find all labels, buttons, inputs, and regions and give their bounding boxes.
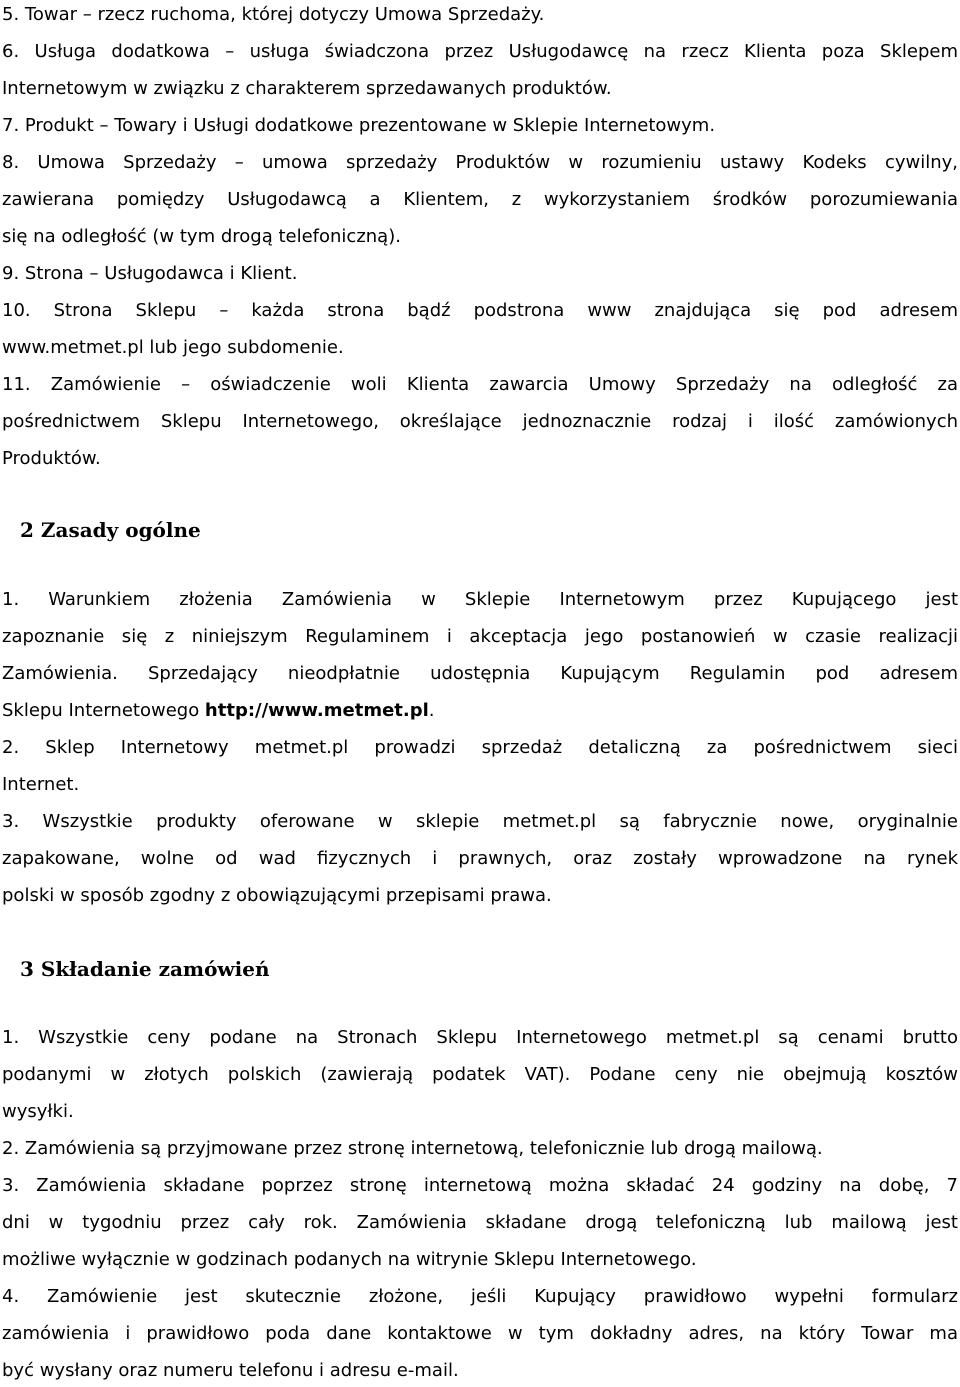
rule-3-1-line-3: wysyłki. [2, 1101, 74, 1122]
definition-6-line-1: 6. Usługa dodatkowa – usługa świadczona przez Usługodawcę na rzecz Klienta poza Sklepem [2, 41, 958, 62]
definition-10-line-2: www.metmet.pl lub jego subdomenie. [2, 337, 344, 358]
definition-9: 9. Strona – Usługodawca i Klient. [2, 263, 298, 284]
rule-2-1-period: . [428, 700, 435, 721]
definition-8-line-2: zawierana pomiędzy Usługodawcą a Klientem, z wykorzystaniem środków porozumiewania [2, 189, 958, 210]
rule-3-4-line-3: być wysłany oraz numeru telefonu i adresu e-mail. [2, 1360, 459, 1381]
rule-2-3-line-3: polski w sposób zgodny z obowiązującymi przepisami prawa. [2, 885, 552, 906]
rule-3-3-line-1: 3. Zamówienia składane poprzez stronę internetową można składać 24 godziny na dobę, 7 [2, 1175, 958, 1196]
rule-2-1-line-3: Zamówienia. Sprzedający nieodpłatnie udostępnia Kupującym Regulamin pod adresem [2, 663, 958, 684]
definition-10-line-1: 10. Strona Sklepu – każda strona bądź podstrona www znajdująca się pod adresem [2, 300, 958, 321]
rule-2-2-line-2: Internet. [2, 774, 80, 795]
shop-url-link[interactable]: http://www.metmet.pl [204, 700, 429, 721]
section-heading-3: 3 Składanie zamówień [20, 957, 270, 981]
definition-11-line-1: 11. Zamówienie – oświadczenie woli Klienta zawarcia Umowy Sprzedaży na odległość za [2, 374, 958, 395]
rule-2-1-line-4 [2, 700, 958, 722]
definition-11-line-2: pośrednictwem Sklepu Internetowego, określające jednoznacznie rodzaj i ilość zamówionych [2, 411, 958, 432]
rule-3-3-line-2: dni w tygodniu przez cały rok. Zamówienia składane drogą telefoniczną lub mailową jest [2, 1212, 958, 1233]
rule-3-1-line-2: podanymi w złotych polskich (zawierają podatek VAT). Podane ceny nie obejmują kosztów [2, 1064, 958, 1085]
definition-7: 7. Produkt – Towary i Usługi dodatkowe prezentowane w Sklepie Internetowym. [2, 115, 716, 136]
definition-8-line-3: się na odległość (w tym drogą telefoniczną). [2, 226, 401, 247]
rule-3-1-line-1: 1. Wszystkie ceny podane na Stronach Sklepu Internetowego metmet.pl są cenami brutto [2, 1027, 958, 1048]
section-heading-2: 2 Zasady ogólne [20, 518, 201, 542]
rule-3-4-line-2: zamówienia i prawidłowo poda dane kontaktowe w tym dokładny adres, na który Towar ma [2, 1323, 958, 1344]
rule-2-2-line-1: 2. Sklep Internetowy metmet.pl prowadzi sprzedaż detaliczną za pośrednictwem sieci [2, 737, 958, 758]
definition-11-line-3: Produktów. [2, 448, 101, 469]
rule-3-2: 2. Zamówienia są przyjmowane przez stronę internetową, telefonicznie lub drogą mailową. [2, 1138, 823, 1159]
rule-3-4-line-1: 4. Zamówienie jest skutecznie złożone, jeśli Kupujący prawidłowo wypełni formularz [2, 1286, 958, 1307]
rule-2-1-text: Sklepu Internetowego [2, 700, 205, 721]
definition-8-line-1: 8. Umowa Sprzedaży – umowa sprzedaży Produktów w rozumieniu ustawy Kodeks cywilny, [2, 152, 958, 173]
rule-3-3-line-3: możliwe wyłącznie w godzinach podanych na witrynie Sklepu Internetowego. [2, 1249, 697, 1270]
definition-5: 5. Towar – rzecz ruchoma, której dotyczy Umowa Sprzedaży. [2, 4, 545, 25]
definition-6-line-2: Internetowym w związku z charakterem sprzedawanych produktów. [2, 78, 612, 99]
rule-2-3-line-2: zapakowane, wolne od wad fizycznych i prawnych, oraz zostały wprowadzone na rynek [2, 848, 958, 869]
rule-2-1-line-2: zapoznanie się z niniejszym Regulaminem i akceptacja jego postanowień w czasie realizacji [2, 626, 958, 647]
rule-2-1-line-1: 1. Warunkiem złożenia Zamówienia w Sklepie Internetowym przez Kupującego jest [2, 589, 958, 610]
rule-2-3-line-1: 3. Wszystkie produkty oferowane w sklepie metmet.pl są fabrycznie nowe, oryginalnie [2, 811, 958, 832]
